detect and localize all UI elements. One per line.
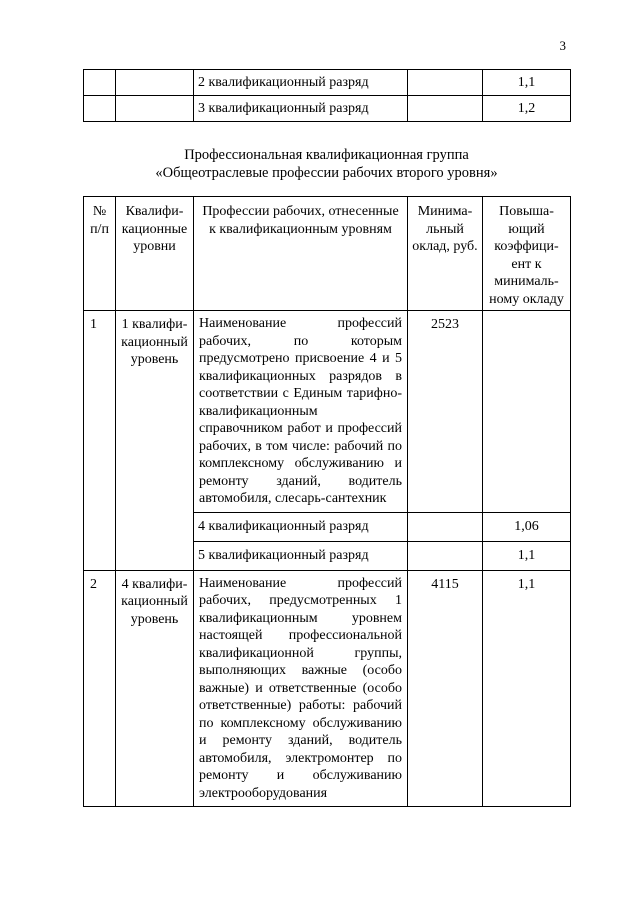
group-heading [83,146,570,182]
header-num: № п/п [84,197,116,311]
header-salary: Минима-льный оклад, руб. [408,197,483,311]
coefficient-cell [483,311,571,513]
num-cell: 2 [84,570,116,807]
header-professions: Профессии рабочих, отнесенные к квалификационным уровням [194,197,408,311]
profession-cell: 2 квалификационный разряд [194,70,408,96]
num-cell [84,70,116,96]
coefficient-cell: 1,1 [483,570,571,807]
table-header-row [84,197,571,311]
level-cell: 4 квалифи-кационный уровень [116,570,194,807]
main-table [83,196,571,807]
num-cell [84,96,116,122]
salary-cell [408,96,483,122]
coefficient-cell: 1,2 [483,96,571,122]
salary-cell [408,70,483,96]
page-number: 3 [559,38,566,53]
header-coefficient: Повыша-ющий коэффици-ент к минималь-ному окладу [483,197,571,311]
salary-cell: 2523 [408,311,483,513]
profession-cell: 4 квалификационный разряд [194,512,408,541]
table-row [84,96,571,122]
salary-cell: 4115 [408,570,483,807]
table-row [84,311,571,513]
coefficient-cell: 1,06 [483,512,571,541]
coefficient-cell: 1,1 [483,541,571,570]
profession-cell: 3 квалификационный разряд [194,96,408,122]
level-cell [116,96,194,122]
group-heading-line1: Профессиональная квалификационная группа [184,147,469,163]
num-cell: 1 [84,311,116,571]
table-row [84,70,571,96]
profession-cell: Наименование профессий рабочих, предусмотренных 1 квалификационным уровнем настоящей профессиональной квалификационной группы, выполняющих важные (особо важные) и ответственные (особо ответственные) работы: рабочий по комплексному обслуживанию и ремонту зданий, водитель автомобиля, электромонтер по ремонту и обслуживанию электрооборудования [194,570,408,807]
profession-cell: 5 квалификационный разряд [194,541,408,570]
table-row [84,570,571,807]
coefficient-cell: 1,1 [483,70,571,96]
level-cell [116,70,194,96]
header-levels: Квалифи-кационные уровни [116,197,194,311]
top-table [83,69,571,122]
salary-cell [408,541,483,570]
profession-cell: Наименование профессий рабочих, по которым предусмотрено присвоение 4 и 5 квалификационных разрядов в соответствии с Единым тарифно-квалификационным справочником работ и профессий рабочих, в том числе: рабочий по комплексному обслуживанию и ремонту зданий, водитель автомобиля, слесарь-сантехник [194,311,408,513]
salary-cell [408,512,483,541]
level-cell: 1 квалифи-кационный уровень [116,311,194,571]
group-heading-line2: «Общеотраслевые профессии рабочих второго уровня» [155,165,498,181]
